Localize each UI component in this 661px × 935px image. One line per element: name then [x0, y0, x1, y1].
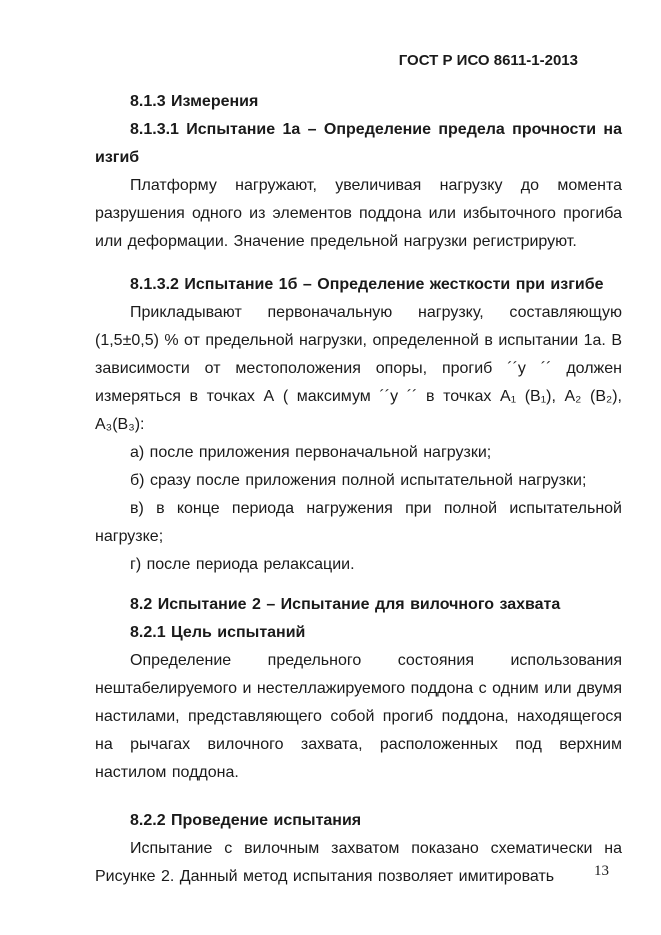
list-item-b: б) сразу после приложения полной испытательной нагрузки; — [130, 472, 587, 489]
list-item-v: в) в конце периода нагружения при полной испытательной нагрузке; — [95, 500, 622, 545]
heading-8-2: 8.2 Испытание 2 – Испытание для вилочного захвата — [130, 596, 561, 613]
heading-8-2-2: 8.2.2 Проведение испытания — [130, 812, 362, 829]
paragraph-test2-procedure: Испытание с вилочным захватом показано схематически на Рисунке 2. Данный метод испытания позволяет имитировать — [95, 840, 622, 885]
page-number: 13 — [594, 863, 609, 879]
paragraph-stiffness: Прикладывают первоначальную нагрузку, составляющую (1,5±0,5) % от предельной нагрузки, определенной в испытании 1а. В зависимости от местоположения опоры, прогиб ´´у ´´ должен измеряться в точках А ( максимум ´´у ´´ в точках А₁ (В₁), А₂ (В₂), А₃(В₃): — [95, 304, 622, 433]
paragraph-flexural-strength: Платформу нагружают, увеличивая нагрузку до момента разрушения одного из элементов поддона или избыточного прогиба или деформации. Значение предельной нагрузки регистрируют. — [95, 177, 622, 250]
standard-number-header: ГОСТ Р ИСО 8611-1-2013 — [398, 52, 578, 69]
list-item-a: а) после приложения первоначальной нагрузки; — [130, 444, 492, 461]
list-item-g: г) после периода релаксации. — [130, 556, 355, 573]
heading-8-2-1: 8.2.1 Цель испытаний — [130, 624, 306, 641]
heading-8-1-3: 8.1.3 Измерения — [130, 93, 259, 110]
heading-8-1-3-1: 8.1.3.1 Испытание 1а – Определение предела прочности на изгиб — [95, 121, 622, 166]
document-content — [95, 53, 622, 891]
heading-8-1-3-2: 8.1.3.2 Испытание 1б – Определение жесткости при изгибе — [130, 276, 604, 293]
paragraph-test2-purpose: Определение предельного состояния использования нештабелируемого и нестеллажируемого поддона с одним или двумя настилами, представляющего собой прогиб поддона, находящегося на рычагах вилочного захвата, расположенных под верхним настилом поддона. — [95, 652, 622, 781]
